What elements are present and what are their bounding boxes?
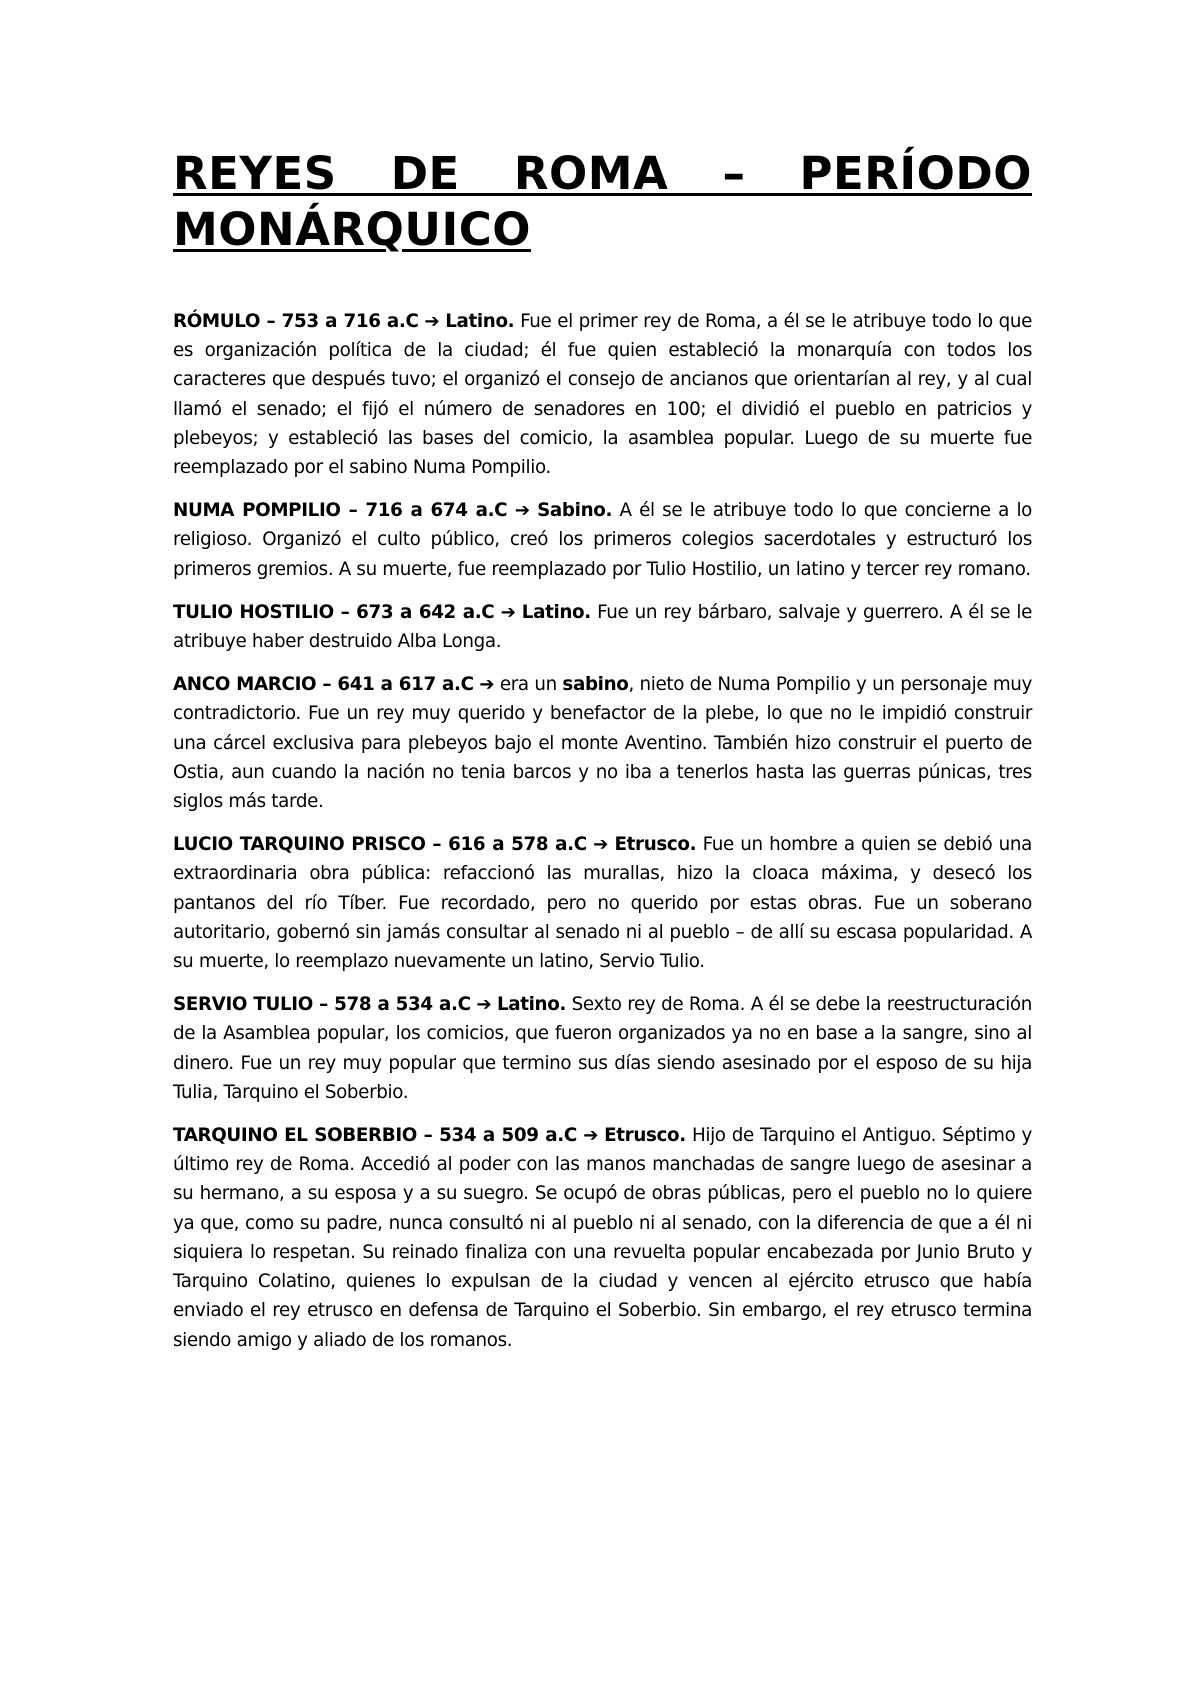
document-title xyxy=(173,146,1032,258)
king-description: Sexto rey de Roma. A él se debe la reestructuración de la Asamblea popular, los comicios, que fueron organizados ya no en base a la sangre, sino al dinero. Fue un rey muy popular que termino sus días siendo asesinado por el esposo de su hija Tulia, Tarquino el Soberbio. xyxy=(173,994,1032,1103)
king-origin: Latino. xyxy=(496,994,567,1016)
paragraph-tarquino-el-soberbio xyxy=(173,1121,1032,1355)
arrow-right-icon: ➔ xyxy=(583,1125,599,1147)
king-name-dates: SERVIO TULIO – 578 a 534 a.C xyxy=(173,994,471,1016)
king-description: , nieto de Numa Pompilio y un personaje muy contradictorio. Fue un rey muy querido y benefactor de la plebe, lo que no le impidió construir una cárcel exclusiva para plebeyos bajo el monte Aventino. También hizo construir el puerto de Ostia, aun cuando la nación no tenia barcos y no iba a tenerlos hasta las guerras púnicas, tres siglos más tarde. xyxy=(173,674,1032,813)
arrow-right-icon: ➔ xyxy=(514,500,530,522)
arrow-right-icon: ➔ xyxy=(479,674,495,696)
king-origin: Etrusco. xyxy=(614,834,697,856)
king-name-dates: TARQUINO EL SOBERBIO – 534 a 509 a.C xyxy=(173,1125,577,1147)
king-description: Fue el primer rey de Roma, a él se le atribuye todo lo que es organización política de la ciudad; él fue quien estableció la monarquía con todos los caracteres que después tuvo; el organizó el consejo de ancianos que orientarían al rey, y al cual llamó el senado; el fijó el número de senadores en 100; el dividió el pueblo en patricios y plebeyos; y estableció las bases del comicio, la asamblea popular. Luego de su muerte fue reemplazado por el sabino Numa Pompilio. xyxy=(173,311,1033,479)
paragraph-tulio-hostilio xyxy=(173,598,1032,656)
king-origin: sabino xyxy=(562,674,629,696)
document-body xyxy=(173,307,1032,1355)
king-name-dates: ANCO MARCIO – 641 a 617 a.C xyxy=(173,674,474,696)
king-origin: Etrusco. xyxy=(604,1125,686,1147)
paragraph-servio-tulio xyxy=(173,990,1032,1107)
title-line-2: MONÁRQUICO xyxy=(173,203,531,256)
king-description: Fue un hombre a quien se debió una extraordinaria obra pública: refaccionó las murallas, hizo la cloaca máxima, y desecó los pantanos del río Tíber. Fue recordado, pero no querido por estas obras. Fue un soberano autoritario, gobernó sin jamás consultar al senado ni al pueblo – de allí su escasa popularidad. A su muerte, lo reemplazo nuevamente un latino, Servio Tulio. xyxy=(173,834,1032,973)
arrow-right-icon: ➔ xyxy=(476,994,492,1016)
king-origin: Sabino. xyxy=(537,500,613,522)
king-name-dates: RÓMULO – 753 a 716 a.C xyxy=(173,311,419,332)
paragraph-anco-marcio xyxy=(173,670,1032,816)
king-description: Fue un rey bárbaro, salvaje y guerrero. A él se le atribuye haber destruido Alba Longa. xyxy=(173,601,1032,653)
king-origin-prefix: era un xyxy=(499,674,563,696)
arrow-right-icon: ➔ xyxy=(424,311,440,332)
arrow-right-icon: ➔ xyxy=(593,834,609,856)
king-description: A él se le atribuye todo lo que concierne a lo religioso. Organizó el culto público, creó los primeros colegios sacerdotales y estructuró los primeros gremios. A su muerte, fue reemplazado por Tulio Hostilio, un latino y tercer rey romano. xyxy=(173,500,1033,580)
king-description: Hijo de Tarquino el Antiguo. Séptimo y último rey de Roma. Accedió al poder con las manos manchadas de sangre luego de asesinar a su hermano, a su esposa y a su suegro. Se ocupó de obras públicas, pero el pueblo no lo quiere ya que, como su padre, nunca consultó ni al pueblo ni al senado, con la diferencia de que a él ni siquiera lo respetan. Su reinado finaliza con una revuelta popular encabezada por Junio Bruto y Tarquino Colatino, quienes lo expulsan de la ciudad y vencen al ejército etrusco que había enviado el rey etrusco en defensa de Tarquino el Soberbio. Sin embargo, el rey etrusco termina siendo amigo y aliado de los romanos. xyxy=(173,1125,1033,1351)
title-line-1: REYES DE ROMA – PERÍODO xyxy=(173,147,1032,200)
king-name-dates: LUCIO TARQUINO PRISCO – 616 a 578 a.C xyxy=(173,834,587,856)
paragraph-lucio-tarquino-prisco xyxy=(173,830,1032,976)
king-name-dates: TULIO HOSTILIO – 673 a 642 a.C xyxy=(173,601,495,623)
arrow-right-icon: ➔ xyxy=(500,601,516,623)
king-origin: Latino. xyxy=(521,601,591,623)
king-origin: Latino. xyxy=(445,311,515,332)
paragraph-numa-pompilio xyxy=(173,496,1032,584)
document-page xyxy=(173,146,1032,1369)
king-name-dates: NUMA POMPILIO – 716 a 674 a.C xyxy=(173,500,508,522)
paragraph-romulo xyxy=(173,307,1032,482)
